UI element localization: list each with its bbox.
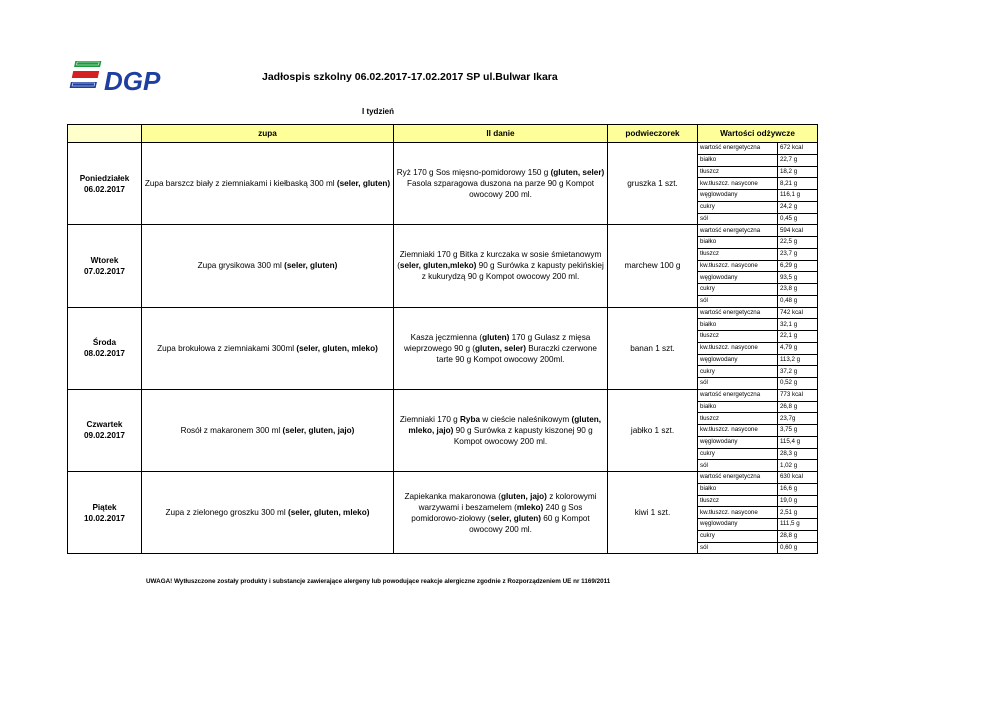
menu-table (67, 124, 818, 554)
nutrition-row (698, 319, 817, 331)
nutrition-row (698, 225, 817, 236)
nutrition-row (698, 190, 817, 202)
table-row (68, 472, 818, 554)
nutrient-value: 16,6 g (777, 483, 817, 495)
day-name: Poniedziałek (79, 173, 130, 183)
soup-cell: Zupa barszcz biały z ziemniakami i kiełbaską 300 ml (seler, gluten) (142, 143, 394, 225)
day-date: 06.02.2017 (84, 184, 125, 194)
nutrition-table (698, 225, 817, 306)
nutrition-row (698, 425, 817, 437)
nutrition-row (698, 154, 817, 166)
nutrition-row (698, 530, 817, 542)
nutrient-value: 37,2 g (777, 366, 817, 378)
day-name: Piątek (92, 502, 117, 512)
nutrient-value: 2,51 g (777, 507, 817, 519)
nutrient-label: białko (698, 154, 777, 166)
day-cell (68, 225, 142, 307)
nutrition-row (698, 378, 817, 389)
nutrient-value: 22,7 g (777, 154, 817, 166)
logo-text: DGP (104, 66, 161, 96)
dgp-logo-icon (70, 58, 161, 96)
nutrient-label: sól (698, 378, 777, 389)
nutrition-row (698, 401, 817, 413)
day-date: 10.02.2017 (84, 513, 125, 523)
nutrient-label: wartość energetyczna (698, 390, 777, 401)
nutrition-table (698, 390, 817, 471)
nutrient-label: sól (698, 213, 777, 224)
nutrient-value: 23,7 g (777, 248, 817, 260)
nutrient-label: tłuszcz (698, 495, 777, 507)
nutrition-row (698, 201, 817, 213)
nutrient-label: kw.tłuszcz. nasycone (698, 342, 777, 354)
nutrition-row (698, 507, 817, 519)
week-label: I tydzień (362, 107, 395, 116)
nutrient-value: 773 kcal (777, 390, 817, 401)
nutrition-row (698, 436, 817, 448)
nutrition-cell (698, 472, 818, 554)
nutrient-label: węglowodany (698, 272, 777, 284)
day-date: 09.02.2017 (84, 431, 125, 441)
nutrition-table (698, 308, 817, 389)
nutrient-value: 672 kcal (777, 143, 817, 154)
nutrient-value: 113,2 g (777, 354, 817, 366)
nutrient-label: kw.tłuszcz. nasycone (698, 260, 777, 272)
nutrient-label: węglowodany (698, 190, 777, 202)
nutrition-row (698, 295, 817, 306)
nutrient-value: 6,29 g (777, 260, 817, 272)
nutrition-row (698, 390, 817, 401)
nutrition-cell (698, 307, 818, 389)
table-row (68, 307, 818, 389)
main-dish-cell: Ryż 170 g Sos mięsno-pomidorowy 150 g (gluten, seler) Fasola szparagowa duszona na parze 90 g Kompot owocowy 200 ml. (394, 143, 608, 225)
nutrient-value: 4,79 g (777, 342, 817, 354)
nutrient-value: 0,52 g (779, 379, 798, 387)
nutrient-label: sól (698, 542, 777, 553)
nutrient-value: 18,2 g (777, 166, 817, 178)
nutrition-cell (698, 143, 818, 225)
nutrition-row (698, 519, 817, 531)
day-cell (68, 472, 142, 554)
nutrition-row (698, 272, 817, 284)
soup-cell: Zupa z zielonego groszku 300 ml (seler, gluten, mleko) (142, 472, 394, 554)
table-header-row (68, 125, 818, 143)
nutrient-label: węglowodany (698, 519, 777, 531)
nutrient-value: 32,1 g (777, 319, 817, 331)
nutrition-row (698, 413, 817, 425)
nutrition-row (698, 308, 817, 319)
nutrition-row (698, 237, 817, 249)
nutrition-row (698, 260, 817, 272)
snack-cell: kiwi 1 szt. (608, 472, 698, 554)
soup-cell: Zupa grysikowa 300 ml (seler, gluten) (142, 225, 394, 307)
nutrient-label: tłuszcz (698, 413, 777, 425)
day-name: Środa (92, 338, 117, 348)
nutrient-label: sól (698, 460, 777, 471)
day-name: Wtorek (90, 255, 119, 265)
nutrition-row (698, 366, 817, 378)
nutrient-label: cukry (698, 201, 777, 213)
nutrition-row (698, 472, 817, 483)
nutrient-label: białko (698, 401, 777, 413)
snack-cell: gruszka 1 szt. (608, 143, 698, 225)
header-soup: zupa (142, 125, 394, 143)
nutrient-value: 23,7g (777, 413, 817, 425)
allergen-footnote: UWAGA! Wytłuszczone zostały produkty i substancje zawierające alergeny lub powodujące reakcje alergiczne zgodnie z Rozporządzeniem UE nr 1169/2011 (146, 578, 611, 585)
nutrient-label: białko (698, 483, 777, 495)
nutrition-row (698, 166, 817, 178)
nutrient-label: węglowodany (698, 354, 777, 366)
nutrient-value: 28,3 g (777, 448, 817, 460)
nutrient-value: 742 kcal (777, 308, 817, 319)
nutrient-label: tłuszcz (698, 248, 777, 260)
main-dish-cell: Ziemniaki 170 g Bitka z kurczaka w sosie śmietanowym (seler, gluten,mleko) 90 g Surówka z kapusty pekińskiej z kukurydzą 90 g Kompot owocowy 200 ml. (394, 225, 608, 307)
day-cell (68, 143, 142, 225)
table-row (68, 143, 818, 225)
nutrition-row (698, 342, 817, 354)
nutrient-label: cukry (698, 284, 777, 296)
nutrient-label: cukry (698, 530, 777, 542)
header-day (68, 125, 142, 143)
nutrient-value: 19,0 g (777, 495, 817, 507)
nutrition-row (698, 178, 817, 190)
nutrient-value: 0,48 g (779, 297, 798, 305)
snack-cell: banan 1 szt. (608, 307, 698, 389)
nutrition-row (698, 354, 817, 366)
nutrient-label: tłuszcz (698, 166, 777, 178)
nutrient-label: kw.tłuszcz. nasycone (698, 178, 777, 190)
nutrition-table (698, 143, 817, 224)
nutrient-value: 93,5 g (777, 272, 817, 284)
nutrition-row (698, 495, 817, 507)
nutrition-cell (698, 389, 818, 471)
nutrient-value: 22,5 g (777, 237, 817, 249)
header-nutrition: Wartości odżywcze (698, 125, 818, 143)
page-title: Jadłospis szkolny 06.02.2017-17.02.2017 SP ul.Bulwar Ikara (262, 71, 558, 83)
nutrient-label: wartość energetyczna (698, 143, 777, 154)
nutrient-value: 0,60 g (779, 543, 798, 551)
nutrient-value: 24,2 g (777, 201, 817, 213)
nutrition-row (698, 542, 817, 553)
nutrient-value: 111,5 g (777, 519, 817, 531)
snack-cell: jabłko 1 szt. (608, 389, 698, 471)
nutrient-value: 116,1 g (777, 190, 817, 202)
nutrient-label: kw.tłuszcz. nasycone (698, 425, 777, 437)
day-date: 07.02.2017 (84, 266, 125, 276)
soup-cell: Rosół z makaronem 300 ml (seler, gluten, jajo) (142, 389, 394, 471)
snack-cell: marchew 100 g (608, 225, 698, 307)
main-dish-cell: Kasza jęczmienna (gluten) 170 g Gulasz z mięsa wieprzowego 90 g (gluten, seler) Buraczki czerwone tarte 90 g Kompot owocowy 200ml. (394, 307, 608, 389)
nutrient-label: kw.tłuszcz. nasycone (698, 507, 777, 519)
nutrient-value: 28,8 g (777, 530, 817, 542)
main-dish-cell: Ziemniaki 170 g Ryba w cieście naleśnikowym (gluten, mleko, jajo) 90 g Surówka z kapusty kiszonej 90 g Kompot owocowy 200 ml. (394, 389, 608, 471)
nutrition-row (698, 448, 817, 460)
nutrient-label: węglowodany (698, 436, 777, 448)
soup-cell: Zupa brokułowa z ziemniakami 300ml (seler, gluten, mleko) (142, 307, 394, 389)
nutrition-row (698, 460, 817, 471)
nutrient-value: 630 kcal (777, 472, 817, 483)
nutrient-value: 1,02 g (779, 461, 798, 469)
nutrition-row (698, 331, 817, 343)
nutrient-label: wartość energetyczna (698, 472, 777, 483)
day-date: 08.02.2017 (84, 349, 125, 359)
day-cell (68, 307, 142, 389)
main-dish-cell: Zapiekanka makaronowa (gluten, jajo) z kolorowymi warzywami i beszamelem (mleko) 240 g Sos pomidorowo-ziołowy (seler, gluten) 60 g Kompot owocowy 200 ml. (394, 472, 608, 554)
nutrient-label: cukry (698, 448, 777, 460)
nutrient-label: tłuszcz (698, 331, 777, 343)
nutrient-value: 115,4 g (777, 436, 817, 448)
table-row (68, 225, 818, 307)
nutrient-value: 23,8 g (777, 284, 817, 296)
day-cell (68, 389, 142, 471)
nutrition-row (698, 143, 817, 154)
header-snack: podwieczorek (608, 125, 698, 143)
nutrition-row (698, 483, 817, 495)
nutrient-label: białko (698, 319, 777, 331)
nutrient-value: 8,21 g (777, 178, 817, 190)
nutrient-label: cukry (698, 366, 777, 378)
nutrient-value: 594 kcal (777, 225, 817, 236)
nutrient-label: wartość energetyczna (698, 308, 777, 319)
nutrition-table (698, 472, 817, 553)
nutrient-label: sól (698, 295, 777, 306)
nutrient-value: 0,45 g (779, 214, 798, 222)
nutrition-row (698, 213, 817, 224)
day-name: Czwartek (86, 420, 123, 430)
nutrition-row (698, 248, 817, 260)
nutrient-label: białko (698, 237, 777, 249)
nutrition-row (698, 284, 817, 296)
logo-stripe-red (72, 71, 99, 78)
nutrient-value: 26,8 g (777, 401, 817, 413)
nutrient-value: 3,75 g (777, 425, 817, 437)
nutrient-value: 22,1 g (777, 331, 817, 343)
table-row (68, 389, 818, 471)
nutrient-label: wartość energetyczna (698, 225, 777, 236)
header-main: II danie (394, 125, 608, 143)
nutrition-cell (698, 225, 818, 307)
